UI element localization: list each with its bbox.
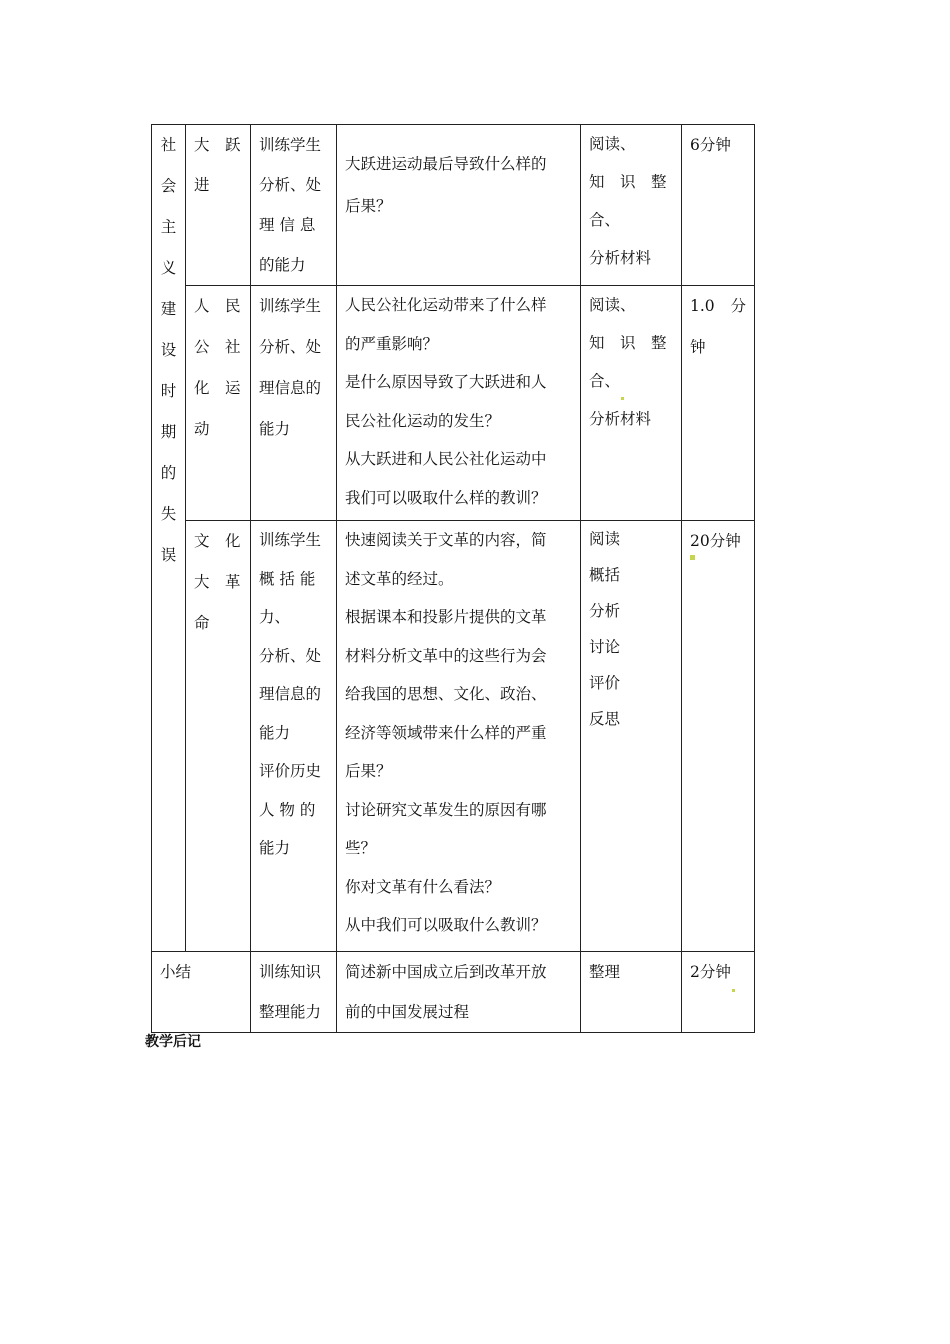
ability-line: 人 物 的	[259, 800, 316, 819]
question-line: 经济等领域带来什么样的严重	[345, 723, 547, 742]
question-line: 根据课本和投影片提供的文革	[345, 608, 547, 626]
method-line: 评价	[589, 674, 621, 692]
question-line: 从中我们可以吸取什么教训？	[345, 916, 547, 934]
summary-label-cell	[152, 952, 251, 1033]
ability-line: 分析、处	[259, 176, 322, 194]
period-char: 失	[160, 505, 177, 523]
period-char: 义	[160, 259, 177, 277]
topic-line: 动	[194, 420, 210, 438]
marker-dot	[732, 989, 735, 992]
topic-line: 化 运	[194, 379, 241, 397]
questions-cell	[337, 521, 581, 952]
ability-line: 训练知识	[259, 963, 322, 981]
question-line: 我们可以吸取什么样的教训？	[345, 488, 547, 507]
method-line: 知 识 整	[589, 173, 667, 191]
method-line: 阅读、	[589, 135, 636, 153]
period-char: 的	[160, 464, 177, 482]
topic-line: 公 社	[194, 338, 241, 356]
method-line: 讨论	[589, 638, 621, 656]
ability-line: 理信息的	[259, 379, 322, 397]
method-line: 合、	[589, 211, 621, 229]
question-line: 些？	[345, 839, 377, 857]
period-char: 误	[160, 546, 177, 564]
question-line: 后果？	[345, 762, 392, 780]
teaching-notes-heading: 教学后记	[145, 1034, 201, 1050]
period-cell	[152, 125, 186, 952]
method-cell	[581, 286, 682, 521]
question-line: 你对文革有什么看法？	[345, 877, 501, 896]
time-value: 1.0 分	[690, 297, 746, 315]
ability-line: 的能力	[259, 256, 306, 274]
period-char: 建	[160, 300, 177, 318]
method-line: 阅读、	[589, 296, 636, 314]
ability-cell	[251, 286, 337, 521]
topic-line: 大 革	[194, 573, 241, 591]
period-char: 设	[160, 341, 177, 359]
time-value: 6分钟	[690, 136, 731, 154]
method-line: 分析材料	[589, 410, 652, 428]
ability-line: 能力	[259, 420, 291, 438]
topic-cell	[186, 521, 251, 952]
table-row	[152, 952, 755, 1033]
questions-cell	[337, 286, 581, 521]
ability-cell	[251, 952, 337, 1033]
question-line: 快速阅读关于文革的内容，简	[345, 531, 547, 549]
period-char: 社	[160, 136, 177, 154]
method-line: 分析	[589, 602, 621, 620]
topic-cell	[186, 286, 251, 521]
method-cell	[581, 521, 682, 952]
summary-label: 小结	[160, 963, 192, 981]
table-row	[152, 125, 755, 286]
questions-cell	[337, 952, 581, 1033]
method-cell	[581, 125, 682, 286]
period-text	[152, 125, 185, 576]
method-line: 概括	[589, 566, 621, 584]
question-line: 人民公社化运动带来了什么样	[345, 296, 547, 314]
question-line: 给我国的思想、文化、政治、	[345, 685, 547, 703]
period-char: 时	[160, 382, 177, 400]
period-char: 主	[160, 218, 177, 236]
question-line: 讨论研究文革发生的原因有哪	[345, 800, 547, 819]
time-cell	[682, 125, 755, 286]
table-row	[152, 521, 755, 952]
ability-line: 能力	[259, 723, 291, 742]
time-cell	[682, 521, 755, 952]
period-char: 期	[160, 423, 177, 441]
ability-line: 整理能力	[259, 1003, 322, 1021]
question-line: 大跃进运动最后导致什么样的	[345, 155, 547, 173]
method-line: 反思	[589, 710, 621, 728]
ability-cell	[251, 125, 337, 286]
time-value: 钟	[690, 338, 706, 356]
ability-line: 能力	[259, 839, 291, 857]
period-char: 会	[160, 177, 177, 195]
question-line: 材料分析文革中的这些行为会	[345, 646, 547, 665]
question-line: 民公社化运动的发生？	[345, 411, 501, 430]
time-cell	[682, 952, 755, 1033]
ability-line: 理 信 息	[259, 216, 316, 234]
method-line: 合、	[589, 362, 673, 400]
method-line: 阅读	[589, 530, 621, 548]
ability-line: 分析、处	[259, 646, 322, 665]
ability-line: 评价历史	[259, 762, 322, 780]
ability-line: 训练学生	[259, 136, 322, 154]
question-line: 的严重影响？	[345, 334, 439, 353]
method-line: 知 识 整	[589, 334, 667, 352]
time-value: 2分钟	[690, 952, 746, 992]
question-line: 后果？	[345, 197, 392, 215]
time-cell	[682, 286, 755, 521]
ability-cell	[251, 521, 337, 952]
question-line: 前的中国发展过程	[345, 1003, 470, 1021]
question-line: 从大跃进和人民公社化运动中	[345, 450, 547, 468]
method-line: 整理	[589, 963, 621, 981]
questions-cell	[337, 125, 581, 286]
table-row	[152, 286, 755, 521]
question-line: 述文革的经过。	[345, 569, 454, 588]
ability-line: 理信息的	[259, 685, 322, 703]
topic-line: 人 民	[194, 297, 241, 315]
question-line: 简述新中国成立后到改革开放	[345, 963, 547, 981]
question-line: 是什么原因导致了大跃进和人	[345, 373, 547, 391]
method-line: 分析材料	[589, 249, 652, 267]
topic-line: 命	[194, 614, 210, 632]
ability-line: 力、	[259, 608, 291, 626]
topic-line: 大 跃	[194, 136, 241, 154]
topic-line: 文 化	[194, 532, 241, 550]
lesson-table	[151, 124, 755, 1033]
ability-line: 概 括 能	[259, 569, 316, 588]
time-value: 20分钟	[690, 532, 741, 550]
ability-line: 训练学生	[259, 531, 322, 549]
ability-line: 分析、处	[259, 338, 322, 356]
topic-cell	[186, 125, 251, 286]
method-cell	[581, 952, 682, 1033]
topic-line: 进	[194, 176, 210, 194]
ability-line: 训练学生	[259, 297, 322, 315]
